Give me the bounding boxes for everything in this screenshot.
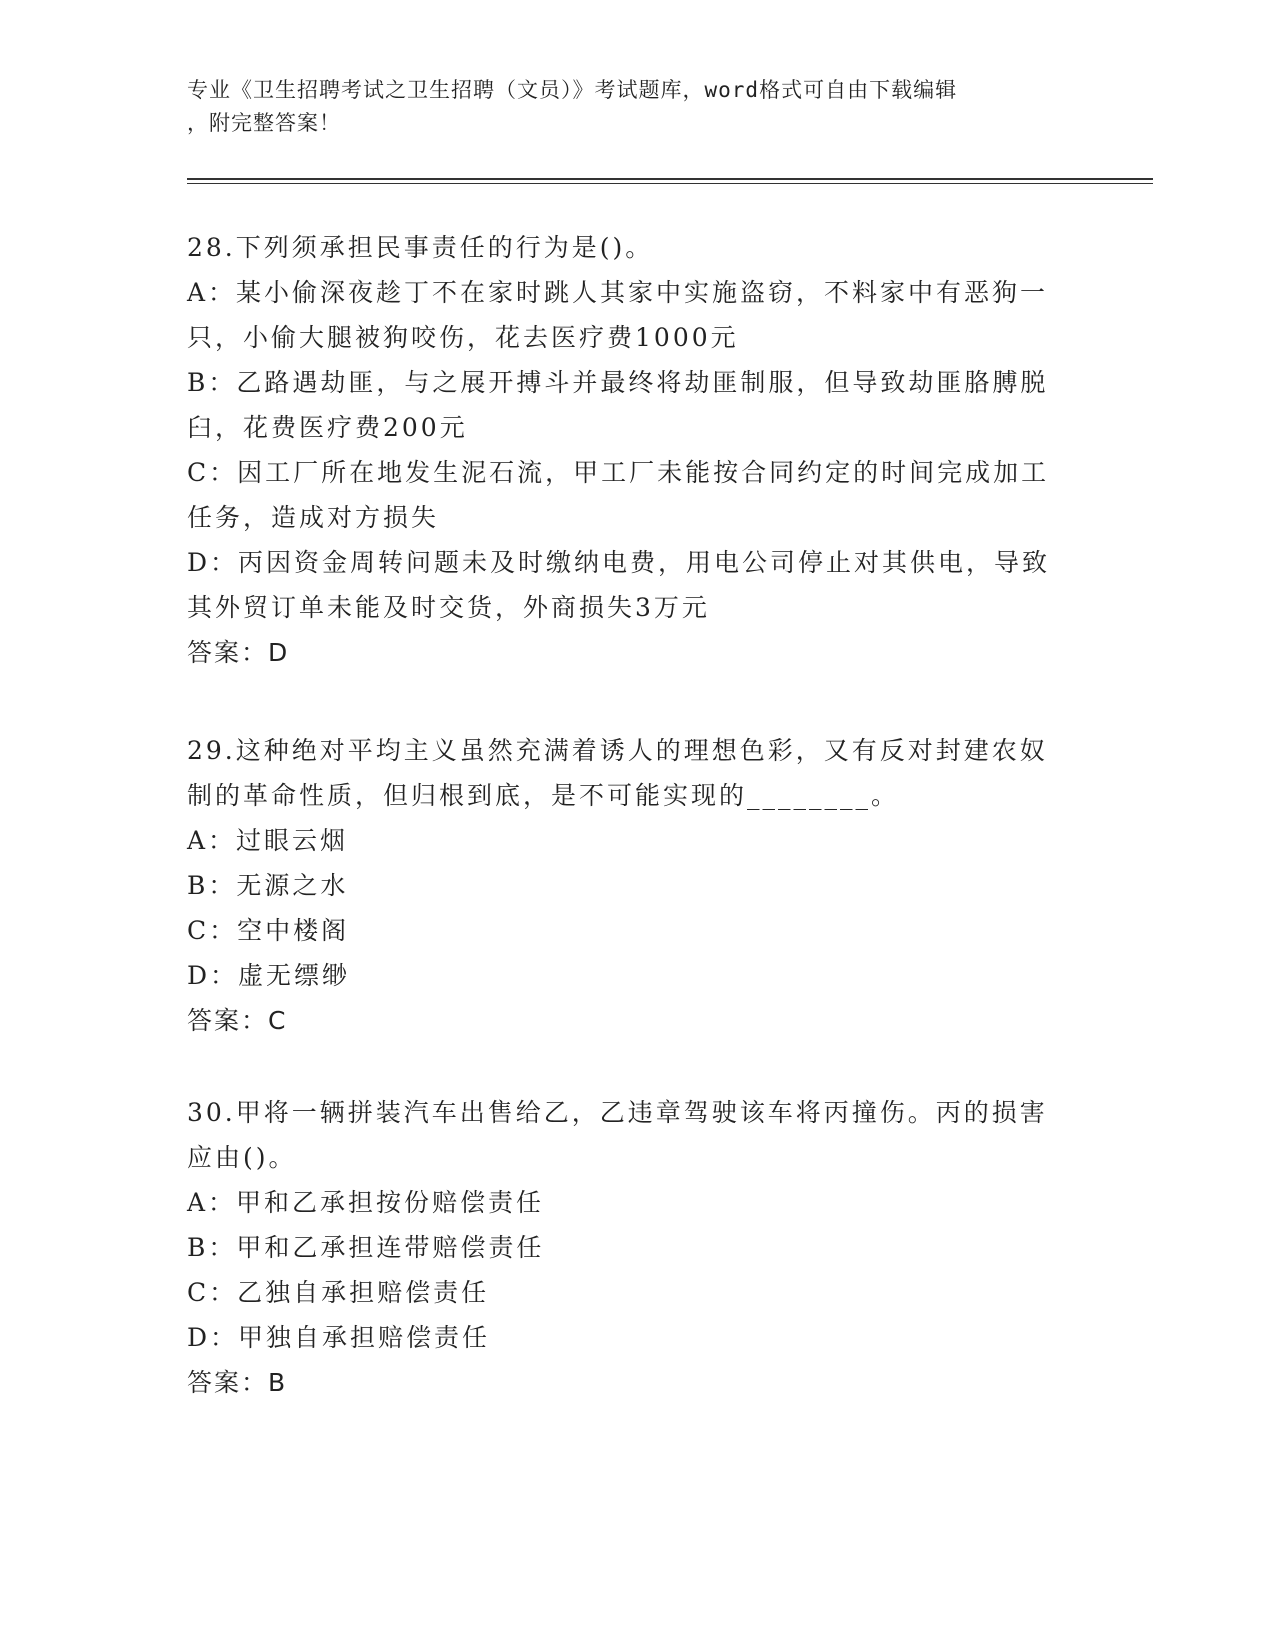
document-header [187,74,1067,140]
option-c: C：空中楼阁 [187,916,350,945]
header-line-1: 专业《卫生招聘考试之卫生招聘（文员）》考试题库，word格式可自由下载编辑 [187,78,958,102]
answer-line: 答案：D [187,638,290,667]
option-c: C：乙独自承担赔偿责任 [187,1278,490,1307]
option-d: D：丙因资金周转问题未及时缴纳电费，用电公司停止对其供电，导致其外贸订单未能及时交货，外商损失3万元 [187,548,1051,622]
option-b: B：甲和乙承担连带赔偿责任 [187,1233,545,1262]
question-28 [187,225,1067,675]
option-a: A：甲和乙承担按份赔偿责任 [187,1188,545,1217]
header-line-2: ，附完整答案！ [187,111,341,135]
answer-line: 答案：C [187,1006,288,1035]
question-29 [187,728,1067,1043]
option-c: C：因工厂所在地发生泥石流，甲工厂未能按合同约定的时间完成加工任务，造成对方损失 [187,458,1050,532]
option-d: D：甲独自承担赔偿责任 [187,1323,491,1352]
option-a: A：某小偷深夜趁丁不在家时跳人其家中实施盗窃，不料家中有恶狗一只，小偷大腿被狗咬伤，花去医疗费1000元 [187,278,1049,352]
header-divider-thick [187,178,1153,180]
option-b: B：无源之水 [187,871,349,900]
option-b: B：乙路遇劫匪，与之展开搏斗并最终将劫匪制服，但导致劫匪胳膊脱臼，花费医疗费200元 [187,368,1049,442]
option-d: D：虚无缥缈 [187,961,351,990]
option-a: A：过眼云烟 [187,826,349,855]
question-stem: 28.下列须承担民事责任的行为是()。 [187,233,654,262]
question-stem: 30.甲将一辆拼装汽车出售给乙，乙违章驾驶该车将丙撞伤。丙的损害应由()。 [187,1098,1048,1172]
header-divider-thin [187,183,1153,184]
question-30 [187,1090,1067,1405]
answer-line: 答案：B [187,1368,288,1397]
question-stem: 29.这种绝对平均主义虽然充满着诱人的理想色彩，又有反对封建农奴制的革命性质，但归根到底，是不可能实现的________。 [187,736,1048,810]
